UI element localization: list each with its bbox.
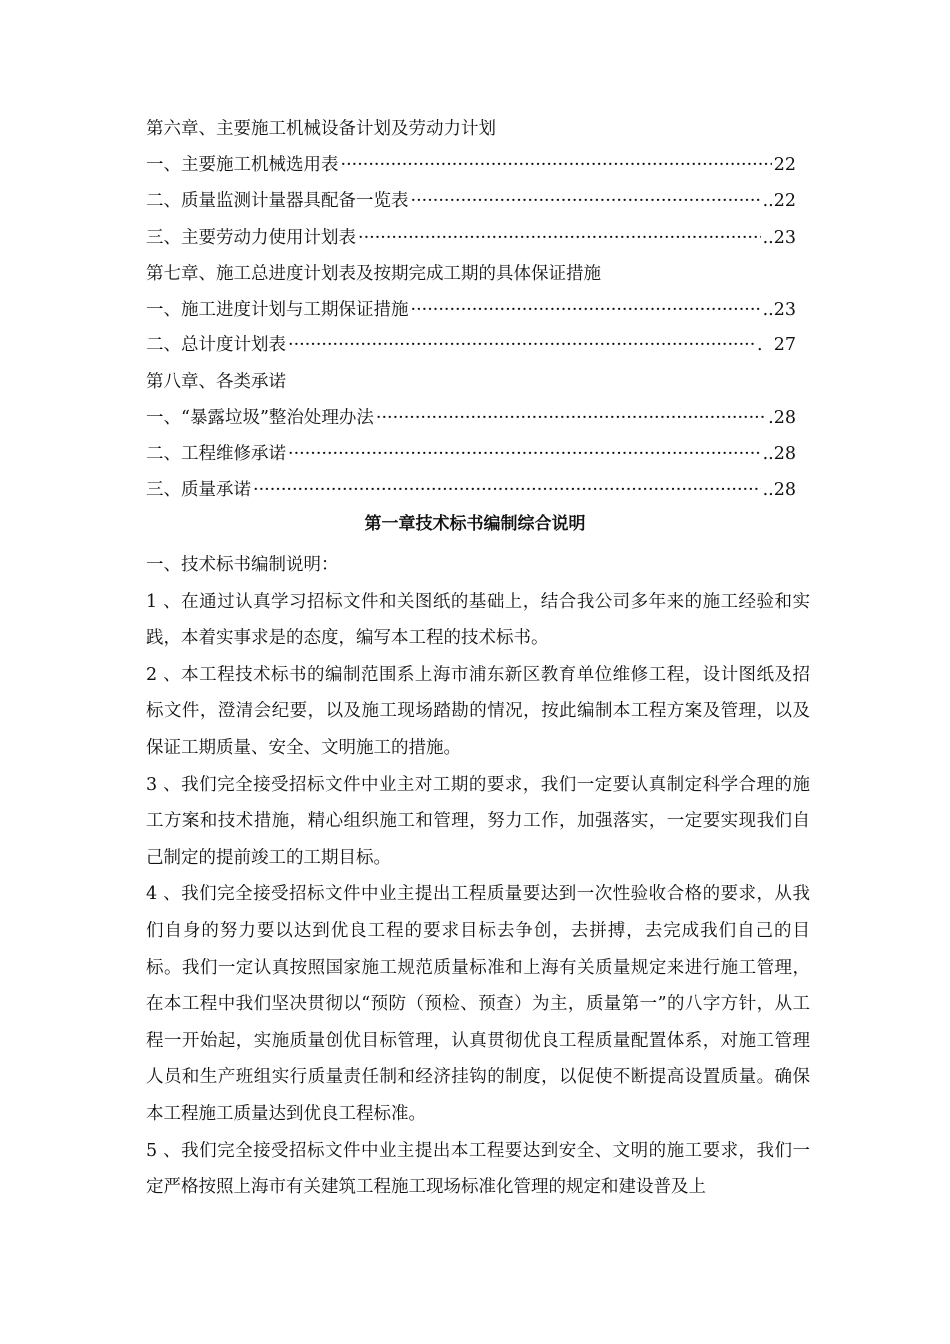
toc-entry-label: 二、质量监测计量器具配备一览表 xyxy=(146,191,409,211)
toc-leader-dots xyxy=(341,153,772,177)
toc-entry-label: 二、总计度计划表 xyxy=(146,335,286,355)
toc-leader-dots xyxy=(288,333,755,357)
toc-entry[interactable] xyxy=(146,333,796,357)
toc-leader-dots xyxy=(253,478,761,502)
toc-leader-dots xyxy=(411,298,761,322)
paragraph: 3 、我们完全接受招标文件中业主对工期的要求，我们一定要认真制定科学合理的施工方案和技术措施，精心组织施工和管理，努力工作，加强落实，一定要实现我们自己制定的提前竣工的工期目标。 xyxy=(146,774,810,868)
toc-entry[interactable] xyxy=(146,226,796,250)
toc-entry-label: 一、施工进度计划与工期保证措施 xyxy=(146,300,409,320)
toc-entry-label: 三、主要劳动力使用计划表 xyxy=(146,228,356,248)
toc-chapter-7: 第七章、施工总进度计划表及按期完成工期的具体保证措施 xyxy=(146,264,601,284)
toc-leader-dots xyxy=(358,226,761,250)
paragraph: 1 、在通过认真学习招标文件和关图纸的基础上，结合我公司多年来的施工经验和实践，本着实事求是的态度，编写本工程的技术标书。 xyxy=(146,591,810,649)
toc-entry-page: ..28 xyxy=(762,480,796,500)
toc-entry-label: 三、质量承诺 xyxy=(146,480,251,500)
toc-entry[interactable] xyxy=(146,189,796,213)
toc-entry-page: 22 xyxy=(773,155,796,175)
toc-leader-dots xyxy=(376,406,766,430)
paragraph: 5 、我们完全接受招标文件中业主提出本工程要达到安全、文明的施工要求，我们一定严格按照上海市有关建筑工程施工现场标准化管理的规定和建设普及上 xyxy=(146,1140,810,1198)
toc-entry-page: ..28 xyxy=(762,444,796,464)
toc-leader-dots xyxy=(411,189,761,213)
paragraph: 2 、本工程技术标书的编制范围系上海市浦东新区教育单位维修工程，设计图纸及招标文件，澄清会纪要，以及施工现场踏勘的情况，按此编制本工程方案及管理，以及保证工期质量、安全、文明施工的措施。 xyxy=(146,664,810,758)
toc-entry[interactable] xyxy=(146,406,796,430)
toc-entry-page: ..23 xyxy=(762,228,796,248)
toc-entry-label: 二、工程维修承诺 xyxy=(146,444,286,464)
toc-entry-page: . 27 xyxy=(757,335,796,355)
toc-chapter-6: 第六章、主要施工机械设备计划及劳动力计划 xyxy=(146,119,496,139)
paragraph: 4 、我们完全接受招标文件中业主提出工程质量要达到一次性验收合格的要求，从我们自身的努力要以达到优良工程的要求目标去争创，去拼搏，去完成我们自己的目标。我们一定认真按照国家施工规范质量标准和上海有关质量规定来进行施工管理，在本工程中我们坚决贯彻以“预防（预检、预查）为主，质量第一”的八字方针，从工程一开始起，实施质量创优目标管理，认真贯彻优良工程质量配置体系，对施工管理人员和生产班组实行质量责任制和经济挂钩的制度，以促使不断提高设置质量。确保本工程施工质量达到优良工程标准。 xyxy=(146,884,810,1124)
section-body xyxy=(146,547,810,1206)
toc-entry[interactable] xyxy=(146,298,796,322)
toc-entry-label: 一、主要施工机械选用表 xyxy=(146,155,339,175)
toc-leader-dots xyxy=(288,442,761,466)
toc-entry-page: .28 xyxy=(768,408,796,428)
section-subtitle: 一、技术标书编制说明： xyxy=(146,555,339,575)
toc-entry[interactable] xyxy=(146,153,796,177)
toc-entry-page: ..22 xyxy=(762,191,796,211)
section-title: 第一章技术标书编制综合说明 xyxy=(364,514,586,534)
toc-entry[interactable] xyxy=(146,478,796,502)
toc-entry-label: 一、“暴露垃圾”整治处理办法 xyxy=(146,408,374,428)
toc-entry-page: ..23 xyxy=(762,300,796,320)
toc-entry[interactable] xyxy=(146,442,796,466)
toc-chapter-8: 第八章、各类承诺 xyxy=(146,372,286,392)
